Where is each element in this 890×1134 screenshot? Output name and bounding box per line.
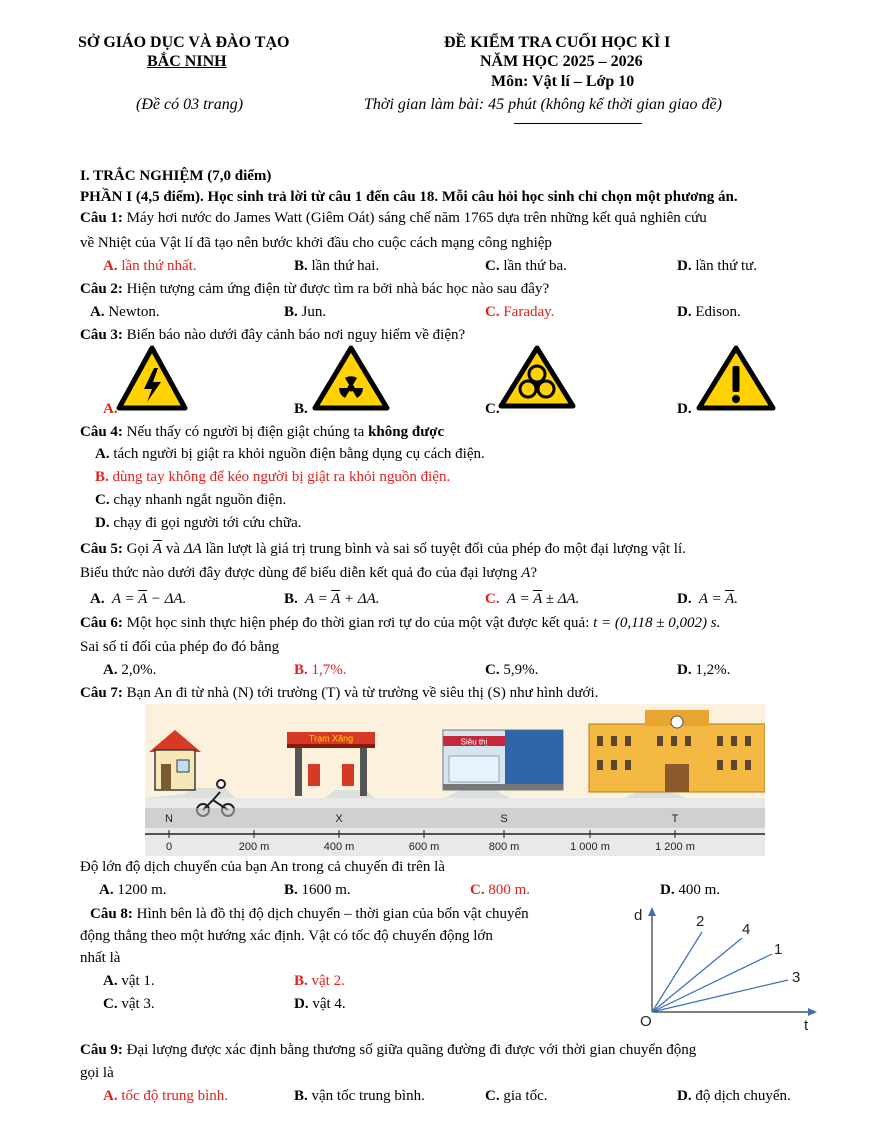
question-7: Câu 7: Bạn An đi từ nhà (N) tới trường (T) và từ trường về siêu thị (S) như hình dưới. — [80, 685, 599, 701]
part-heading: PHẦN I (4,5 điểm). Học sinh trả lời từ câu 1 đến câu 18. Mỗi câu hỏi học sinh chỉ chọn một phương án. — [80, 189, 738, 205]
high-voltage-sign-icon[interactable] — [116, 344, 188, 412]
graph-label-2: 2 — [696, 913, 705, 930]
question-text: Máy hơi nước do James Watt (Giêm Oát) sáng chế năm 1765 dựa trên những kết quả nghiên cứu — [126, 210, 707, 226]
q4-option-d[interactable]: D. chạy đi gọi người tới cứu chữa. — [95, 515, 302, 531]
q3-option-c[interactable]: C. — [485, 401, 500, 417]
q5-option-a[interactable]: A. $A = \overline{A} - \Delta A$. — [90, 591, 187, 607]
graph-label-3: 3 — [792, 969, 801, 986]
tick-label: 1 200 m — [655, 841, 695, 853]
supermarket-sign: Siêu thị — [460, 737, 488, 747]
q9-option-c[interactable]: C. gia tốc. — [485, 1088, 548, 1104]
general-warning-sign-icon[interactable] — [696, 344, 776, 412]
q7-option-a[interactable]: A. 1200 m. — [99, 882, 167, 898]
displacement-time-graph — [630, 904, 820, 1032]
q7-option-c[interactable]: C. 800 m. — [470, 882, 531, 898]
q8-option-c[interactable]: C. vật 3. — [103, 996, 155, 1012]
graph-axis-t: t — [804, 1017, 809, 1032]
q3-option-a[interactable]: A. — [103, 401, 118, 417]
question-5-cont: Biểu thức nào dưới đây được dùng để biểu diễn kết quả đo của đại lượng A? — [80, 565, 538, 581]
question-1-cont: về Nhiệt của Vật lí đã tạo nên bước khởi đầu cho cuộc cách mạng công nghiệp — [80, 235, 552, 251]
q9-option-d[interactable]: D. độ dịch chuyển. — [677, 1088, 791, 1104]
q8-option-b[interactable]: B. vật 2. — [294, 973, 345, 989]
q6-option-b[interactable]: B. 1,7%. — [294, 662, 347, 678]
graph-origin: O — [640, 1013, 652, 1030]
point-label-N: N — [165, 813, 173, 825]
exam-title: ĐỀ KIỂM TRA CUỐI HỌC KÌ I — [444, 34, 671, 51]
time-underline — [514, 123, 642, 124]
graph-label-4: 4 — [742, 921, 751, 938]
question-3: Câu 3: Biển báo nào dưới đây cảnh báo nơi nguy hiểm về điện? — [80, 327, 466, 343]
question-7-cont: Độ lớn độ dịch chuyển của bạn An trong cả chuyến đi trên là — [80, 859, 445, 875]
tick-label: 800 m — [488, 841, 520, 853]
question-2: Câu 2: Hiện tượng cảm ứng điện từ được tìm ra bởi nhà bác học nào sau đây? — [80, 281, 550, 297]
q5-option-d[interactable]: D. $A = \overline{A}$. — [677, 591, 738, 607]
school-year: NĂM HỌC 2025 – 2026 — [480, 53, 643, 70]
q2-option-a[interactable]: A. Newton. — [90, 304, 160, 320]
q3-option-d[interactable]: D. — [677, 401, 692, 417]
q2-option-c[interactable]: C. Faraday. — [485, 304, 555, 320]
q4-option-b[interactable]: B. dùng tay không để kéo người bị giật ra khỏi nguồn điện. — [95, 469, 451, 485]
q9-option-a[interactable]: A. tốc độ trung bình. — [103, 1088, 228, 1104]
tick-label: 600 m — [408, 841, 440, 853]
q5-option-b[interactable]: B. $A = \overline{A} + \Delta A$. — [284, 591, 380, 607]
q7-option-d[interactable]: D. 400 m. — [660, 882, 721, 898]
tick-label: 0 — [165, 841, 173, 853]
graph-axis-d: d — [634, 907, 643, 924]
biohazard-sign-icon[interactable] — [497, 344, 577, 410]
point-label-S: S — [500, 813, 508, 825]
subject-line: Môn: Vật lí – Lớp 10 — [491, 73, 635, 90]
question-6: Câu 6: Một học sinh thực hiện phép đo thời gian rơi tự do của một vật được kết quả: t = (0,118 ± 0,002) s. — [80, 615, 721, 631]
q6-option-a[interactable]: A. 2,0%. — [103, 662, 157, 678]
q4-option-a[interactable]: A. tách người bị giật ra khỏi nguồn điện bằng dụng cụ cách điện. — [95, 446, 485, 462]
supermarket-illustration — [443, 730, 563, 790]
question-8: Câu 8: Hình bên là đồ thị độ dịch chuyển – thời gian của bốn vật chuyển — [90, 906, 529, 922]
q1-option-d[interactable]: D. lần thứ tư. — [677, 258, 758, 274]
graph-label-1: 1 — [774, 941, 783, 958]
q4-option-c[interactable]: C. chạy nhanh ngắt nguồn điện. — [95, 492, 287, 508]
question-9: Câu 9: Đại lượng được xác định bằng thương số giữa quãng đường đi được với thời gian chuyển động — [80, 1042, 697, 1058]
department-name: SỞ GIÁO DỤC VÀ ĐÀO TẠO — [78, 34, 290, 51]
question-6-cont: Sai số tỉ đối của phép đo đó bằng — [80, 639, 280, 655]
q6-option-c[interactable]: C. 5,9%. — [485, 662, 539, 678]
q1-option-c[interactable]: C. lần thứ ba. — [485, 258, 567, 274]
q8-option-d[interactable]: D. vật 4. — [294, 996, 346, 1012]
time-note: Thời gian làm bài: 45 phút (không kể thời gian giao đề) — [364, 96, 722, 113]
tick-label: 400 m — [323, 841, 355, 853]
question-label: Câu 1: — [80, 210, 123, 226]
gas-station-sign: Trạm Xăng — [308, 733, 354, 744]
tick-label: 1 000 m — [570, 841, 610, 853]
section-title: I. TRẮC NGHIỆM (7,0 điểm) — [80, 168, 272, 184]
route-figure — [145, 704, 765, 856]
question-8-cont-1: động thẳng theo một hướng xác định. Vật có tốc độ chuyển động lớn — [80, 928, 493, 944]
q1-option-b[interactable]: B. lần thứ hai. — [294, 258, 380, 274]
province-name: BẮC NINH — [147, 53, 227, 70]
q7-option-b[interactable]: B. 1600 m. — [284, 882, 351, 898]
q9-option-b[interactable]: B. vận tốc trung bình. — [294, 1088, 425, 1104]
q1-option-a[interactable]: A. lần thứ nhất. — [103, 258, 197, 274]
q3-option-b[interactable]: B. — [294, 401, 308, 417]
q2-option-d[interactable]: D. Edison. — [677, 304, 741, 320]
point-label-X: X — [335, 813, 343, 825]
radiation-sign-icon[interactable] — [312, 344, 390, 412]
point-label-T: T — [671, 813, 679, 825]
question-9-cont: gọi là — [80, 1065, 114, 1081]
question-1 — [80, 209, 707, 228]
q8-option-a[interactable]: A. vật 1. — [103, 973, 155, 989]
q5-option-c[interactable]: C. $A = \overline{A} \pm \Delta A$. — [485, 591, 580, 607]
q6-option-d[interactable]: D. 1,2%. — [677, 662, 731, 678]
question-5: Câu 5: Gọi $\overline{A}$ và ΔA lần lượt là giá trị trung bình và sai số tuyệt đối của phép đo một đại lượng vật lí. — [80, 541, 686, 557]
tick-label: 200 m — [238, 841, 270, 853]
question-8-cont-2: nhất là — [80, 950, 121, 966]
q2-option-b[interactable]: B. Jun. — [284, 304, 327, 320]
question-4: Câu 4: Nếu thấy có người bị điện giật chúng ta không được — [80, 424, 445, 440]
pages-note: (Đề có 03 trang) — [136, 96, 244, 113]
